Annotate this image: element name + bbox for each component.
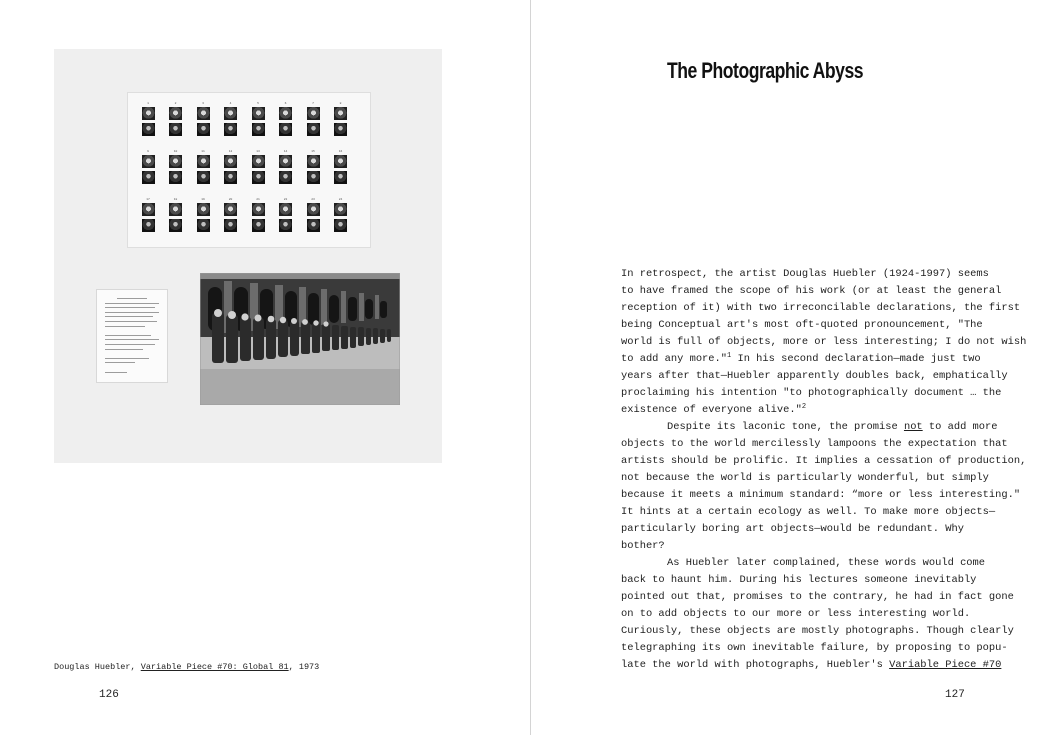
typed-text-line: [105, 321, 157, 322]
portrait-number: 8: [339, 102, 342, 105]
portrait-photo: [334, 107, 347, 120]
portrait-cell: [250, 102, 266, 142]
portrait-photo: [307, 171, 320, 184]
portrait-photo: [142, 107, 155, 120]
portrait-photo: [252, 171, 265, 184]
portrait-cell: [333, 198, 349, 238]
text-line: bother?: [621, 540, 665, 552]
text-line: being Conceptual art's most oft-quoted pronouncement, "The: [621, 319, 983, 331]
portrait-cell: [168, 150, 184, 190]
portrait-number: 20: [228, 198, 233, 201]
typed-text-line: [105, 326, 145, 327]
artwork-reproduction: [54, 49, 442, 463]
typed-text-line: [105, 372, 127, 373]
portrait-photo: [224, 171, 237, 184]
portrait-photo: [197, 123, 210, 136]
portrait-photo: [307, 219, 320, 232]
typed-text-line: [105, 339, 159, 340]
portrait-photo: [142, 219, 155, 232]
portrait-photo: [197, 171, 210, 184]
portrait-number: 5: [257, 102, 259, 105]
portrait-photo: [169, 155, 182, 168]
text-line: It hints at a certain ecology as well. To make more objects—: [621, 506, 996, 518]
text-line: on to add objects to our more or less interesting world.: [621, 608, 971, 620]
portrait-photo: [169, 123, 182, 136]
portrait-number: 6: [284, 102, 287, 105]
portrait-cell: [278, 150, 294, 190]
portrait-photo: [224, 219, 237, 232]
street-photo-image: [200, 273, 400, 405]
portrait-cell: [195, 102, 211, 142]
portrait-number: 2: [174, 102, 177, 105]
portrait-number: 21: [256, 198, 260, 201]
portrait-photo: [197, 155, 210, 168]
portrait-photo: [334, 203, 347, 216]
caption-artist: Douglas Huebler,: [54, 662, 141, 672]
text-line: particularly boring art objects—would be redundant. Why: [621, 523, 964, 535]
typed-text-line: [105, 349, 143, 350]
text-fragment: late the world with photographs, Huebler's: [621, 659, 890, 671]
text-line: [621, 402, 1021, 419]
portrait-cell: [223, 150, 239, 190]
portrait-number: 10: [173, 150, 178, 153]
body-text: [621, 266, 1027, 674]
typed-text-line: [105, 312, 159, 313]
typed-document-panel: [97, 290, 167, 382]
text-line: years after that—Huebler apparently doubles back, emphatically: [621, 370, 1008, 382]
text-line: In retrospect, the artist Douglas Huebler (1924-1997) seems: [621, 268, 989, 280]
portrait-cell: [140, 102, 156, 142]
text-line: back to haunt him. During his lectures someone inevitably: [621, 574, 977, 586]
page-number-right: 127: [945, 689, 965, 701]
text-line: [621, 419, 1021, 436]
portrait-cell: [195, 198, 211, 238]
portrait-cell: [250, 150, 266, 190]
portrait-photo: [279, 171, 292, 184]
portrait-photo: [252, 219, 265, 232]
portrait-number: 24: [338, 198, 343, 201]
portrait-cell: [278, 102, 294, 142]
footnote-marker: 2: [801, 403, 807, 411]
caption-work-title: Variable Piece #70: Global 81: [140, 662, 289, 672]
portrait-photo: [169, 107, 182, 120]
typed-text-line: [105, 358, 149, 359]
text-line: [621, 351, 1021, 368]
portrait-number: 15: [311, 150, 315, 153]
chapter-title: The Photographic Abyss: [667, 58, 864, 83]
portrait-number: 1: [147, 102, 149, 105]
portrait-photo: [224, 123, 237, 136]
portrait-photo: [252, 107, 265, 120]
portrait-photo: [334, 123, 347, 136]
portrait-photo: [142, 203, 155, 216]
portrait-cell: [140, 150, 156, 190]
page-number-left: 126: [99, 689, 119, 701]
portrait-photo: [224, 203, 237, 216]
portrait-number: 23: [311, 198, 315, 201]
portrait-cell: [333, 102, 349, 142]
portrait-photo: [224, 107, 237, 120]
portrait-photo: [169, 203, 182, 216]
portrait-cell: [250, 198, 266, 238]
text-fragment: to add any more.": [621, 353, 728, 365]
typed-text-line: [105, 316, 153, 317]
figure-caption: [54, 662, 319, 672]
text-line: because it meets a minimum standard: “more or less interesting.": [621, 489, 1021, 501]
marching-soldiers-photo: [200, 273, 400, 405]
portrait-photo: [334, 219, 347, 232]
portrait-grid-row: [140, 150, 360, 198]
text-line: proclaiming his intention "to photographically document … the: [621, 387, 1002, 399]
portrait-photo: [279, 219, 292, 232]
portrait-photo: [142, 155, 155, 168]
text-line: As Huebler later complained, these words would come: [667, 557, 986, 569]
portrait-number: 14: [283, 150, 288, 153]
portrait-number: 17: [146, 198, 150, 201]
text-line: objects to the world mercilessly lampoons the expectation that: [621, 438, 1008, 450]
portrait-number: 4: [229, 102, 232, 105]
typed-text-line: [105, 335, 151, 336]
text-line: reception of it) with two irreconcilable declarations, the first: [621, 302, 1021, 314]
portrait-cell: [278, 198, 294, 238]
text-line: not because the world is particularly wonderful, but simply: [621, 472, 989, 484]
typed-text-line: [117, 298, 147, 299]
portrait-photo: [142, 123, 155, 136]
portrait-photo: [279, 123, 292, 136]
portrait-grid-panel: [128, 93, 370, 247]
text-line: to have framed the scope of his work (or at least the general: [621, 285, 1002, 297]
portrait-photo: [224, 155, 237, 168]
text-line: pointed out that, promises to the contrary, he had in fact gone: [621, 591, 1014, 603]
portrait-photo: [197, 203, 210, 216]
typed-text-line: [105, 303, 159, 304]
portrait-grid: [140, 102, 360, 246]
portrait-photo: [252, 123, 265, 136]
text-line: telegraphing its own inevitable failure, by proposing to popu-: [621, 642, 1008, 654]
portrait-number: 16: [338, 150, 343, 153]
portrait-photo: [334, 171, 347, 184]
portrait-photo: [307, 155, 320, 168]
text-line: artists should be prolific. It implies a cessation of production,: [621, 455, 1027, 467]
portrait-number: 11: [201, 150, 205, 153]
portrait-photo: [197, 219, 210, 232]
text-fragment: Despite its laconic tone, the promise: [667, 421, 904, 433]
portrait-cell: [168, 198, 184, 238]
portrait-grid-row: [140, 102, 360, 150]
typed-text-line: [105, 307, 155, 308]
text-line: [621, 657, 1021, 674]
portrait-photo: [279, 107, 292, 120]
typed-text-line: [105, 362, 135, 363]
portrait-cell: [223, 102, 239, 142]
portrait-cell: [195, 150, 211, 190]
portrait-photo: [307, 107, 320, 120]
portrait-number: 7: [312, 102, 314, 105]
portrait-cell: [305, 198, 321, 238]
portrait-photo: [307, 203, 320, 216]
typed-text-line: [105, 344, 155, 345]
portrait-cell: [305, 150, 321, 190]
emphasis-not: not: [903, 421, 923, 433]
work-title-reference: Variable Piece #70: [889, 659, 1002, 671]
text-fragment: In his second declaration—made just two: [731, 353, 981, 365]
portrait-number: 19: [201, 198, 205, 201]
portrait-photo: [279, 155, 292, 168]
portrait-cell: [305, 102, 321, 142]
portrait-number: 13: [256, 150, 260, 153]
portrait-photo: [142, 171, 155, 184]
portrait-cell: [333, 150, 349, 190]
portrait-photo: [197, 107, 210, 120]
portrait-number: 9: [147, 150, 149, 153]
portrait-photo: [252, 203, 265, 216]
portrait-photo: [169, 171, 182, 184]
text-line: Curiously, these objects are mostly photographs. Though clearly: [621, 625, 1014, 637]
text-fragment: to add more: [922, 421, 998, 433]
portrait-cell: [168, 102, 184, 142]
footnote-marker: 1: [727, 352, 732, 360]
caption-date: , 1973: [288, 662, 320, 672]
portrait-number: 12: [228, 150, 233, 153]
portrait-photo: [334, 155, 347, 168]
portrait-number: 22: [283, 198, 288, 201]
text-fragment: existence of everyone alive.": [621, 404, 802, 416]
portrait-cell: [140, 198, 156, 238]
portrait-photo: [252, 155, 265, 168]
text-line: world is full of objects, more or less interesting; I do not wish: [621, 336, 1027, 348]
portrait-photo: [169, 219, 182, 232]
portrait-cell: [223, 198, 239, 238]
portrait-grid-row: [140, 198, 360, 246]
portrait-photo: [307, 123, 320, 136]
portrait-photo: [279, 203, 292, 216]
portrait-number: 3: [202, 102, 204, 105]
portrait-number: 18: [173, 198, 178, 201]
